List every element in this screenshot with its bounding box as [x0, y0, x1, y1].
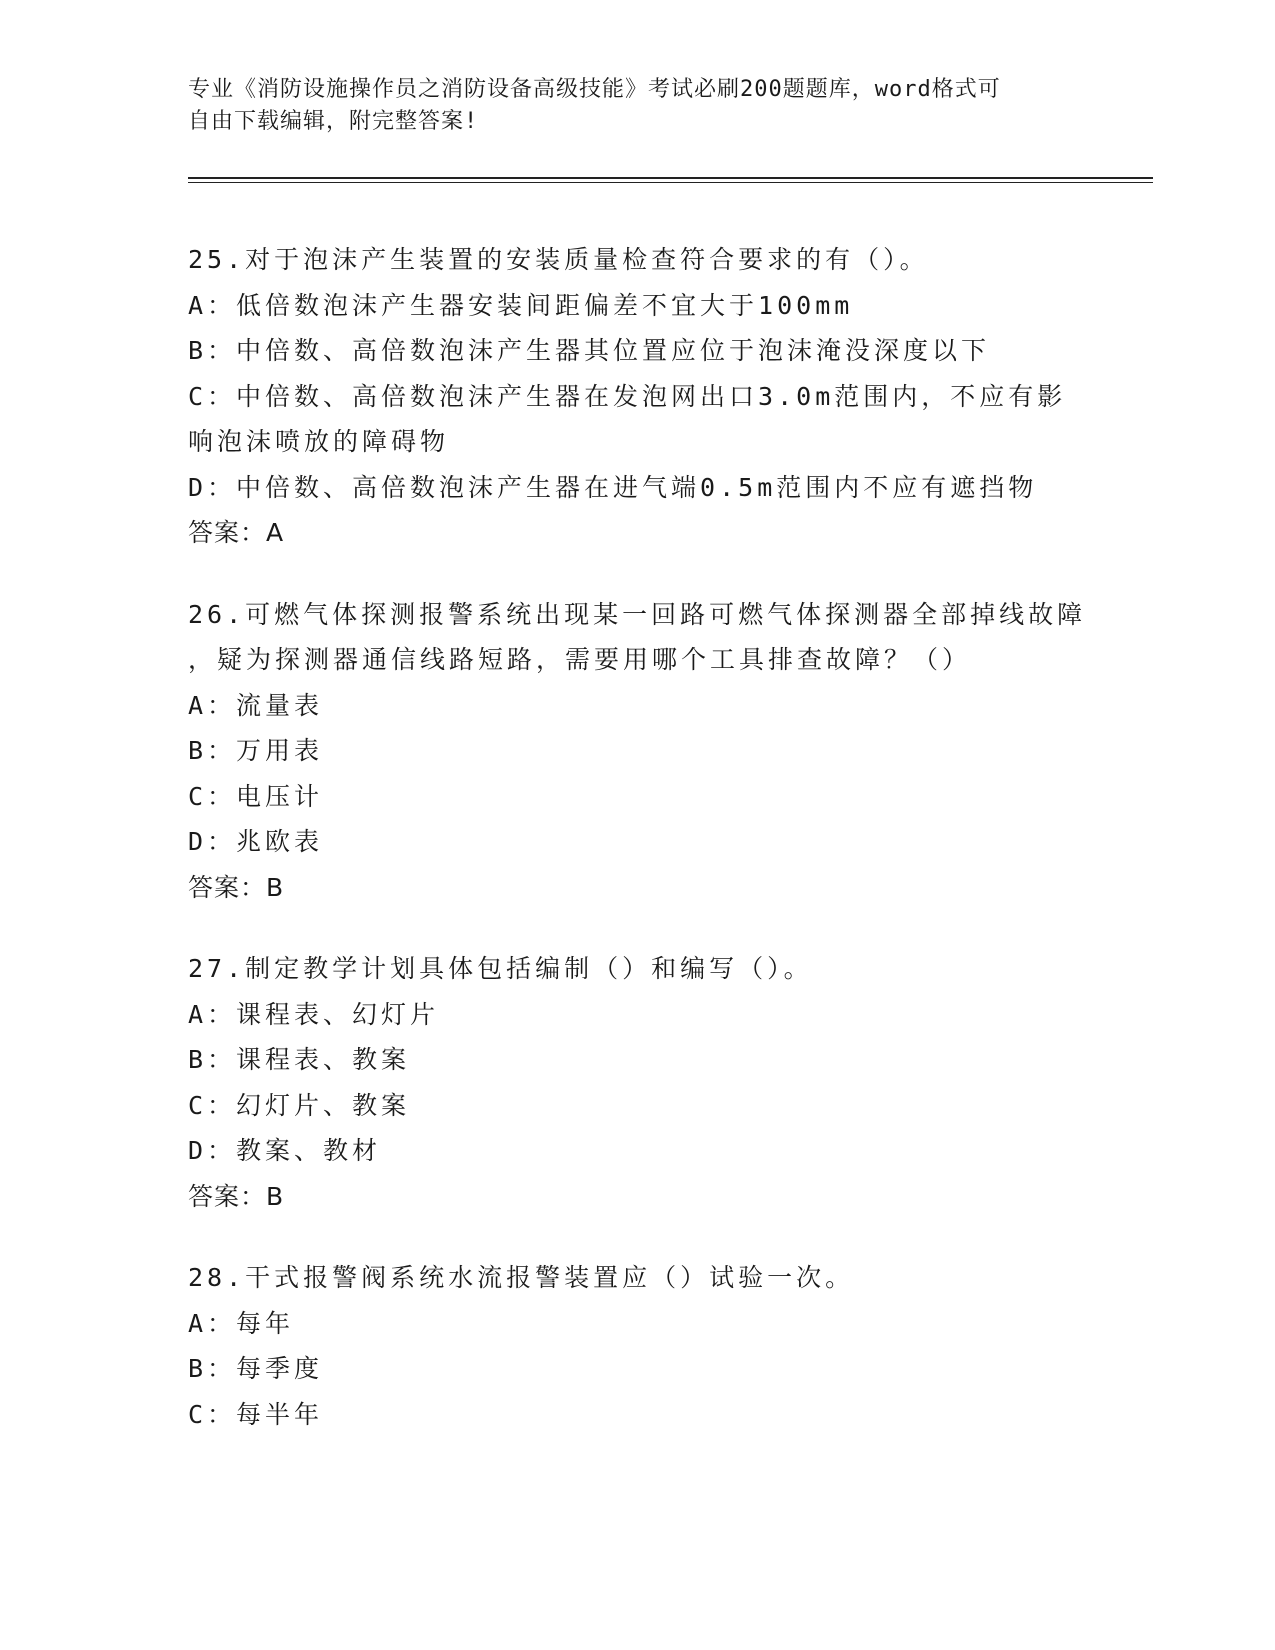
- option-a: A：每年: [188, 1308, 295, 1338]
- header-line-2: 自由下载编辑，附完整答案!: [188, 109, 479, 134]
- option-a: A：流量表: [188, 690, 324, 720]
- question-26: [188, 592, 1108, 911]
- option-d: D：中倍数、高倍数泡沫产生器在进气端0.5m范围内不应有遮挡物: [188, 472, 1038, 502]
- option-c: C：幻灯片、教案: [188, 1090, 411, 1120]
- question-25: [188, 237, 1108, 556]
- question-stem: 25.对于泡沫产生装置的安装质量检查符合要求的有（）。: [188, 245, 929, 274]
- question-stem: 28.干式报警阀系统水流报警装置应（）试验一次。: [188, 1263, 855, 1292]
- document-header: [188, 74, 1068, 138]
- option-c-continued: 响泡沫喷放的障碍物: [188, 427, 450, 456]
- question-list: [188, 237, 1108, 1473]
- question-stem: 27.制定教学计划具体包括编制（）和编写（）。: [188, 954, 813, 983]
- option-c: C：中倍数、高倍数泡沫产生器在发泡网出口3.0m范围内，不应有影: [188, 381, 1067, 411]
- option-b: B：中倍数、高倍数泡沫产生器其位置应位于泡沫淹没深度以下: [188, 336, 991, 365]
- option-d: D：教案、教材: [188, 1136, 382, 1165]
- question-27: [188, 946, 1108, 1219]
- option-a: A：低倍数泡沫产生器安装间距偏差不宜大于100mm: [188, 290, 854, 320]
- question-28: [188, 1255, 1108, 1437]
- question-stem-continued: ，疑为探测器通信线路短路，需要用哪个工具排查故障？（）: [188, 645, 972, 674]
- answer-label: 答案：A: [188, 518, 285, 547]
- option-d: D：兆欧表: [188, 827, 324, 856]
- option-b: B：课程表、教案: [188, 1045, 411, 1074]
- question-stem: 26.可燃气体探测报警系统出现某一回路可燃气体探测器全部掉线故障: [188, 599, 1087, 629]
- option-b: B：万用表: [188, 736, 324, 765]
- answer-label: 答案：B: [188, 1181, 285, 1211]
- header-line-1: 专业《消防设施操作员之消防设备高级技能》考试必刷200题题库，word格式可: [188, 77, 1001, 102]
- header-divider-thick: [188, 177, 1153, 179]
- option-a: A：课程表、幻灯片: [188, 999, 440, 1029]
- option-c: C：电压计: [188, 781, 324, 811]
- answer-label: 答案：B: [188, 872, 285, 902]
- option-c: C：每半年: [188, 1399, 324, 1429]
- option-b: B：每季度: [188, 1354, 324, 1383]
- header-divider-thin: [188, 182, 1153, 183]
